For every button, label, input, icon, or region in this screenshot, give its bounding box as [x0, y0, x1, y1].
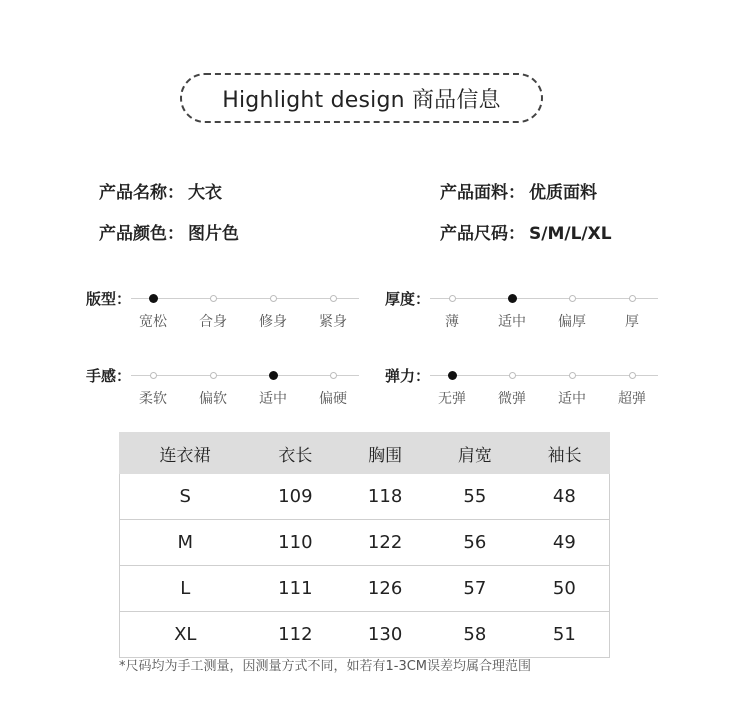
attribute-scale [385, 288, 665, 333]
scale-dot [629, 372, 636, 379]
product-size-label: 产品尺码： [440, 224, 525, 244]
table-row [120, 566, 610, 612]
header-cell: 肩宽 [430, 433, 520, 474]
scale-track [430, 375, 658, 376]
product-name-row [99, 178, 222, 203]
shoulder-cell: 58 [430, 612, 520, 658]
product-fabric-label: 产品面料： [440, 183, 525, 203]
scale-dot-selected [269, 371, 278, 380]
table-row [120, 474, 610, 520]
product-fabric-value: 优质面料 [529, 183, 597, 203]
size-table-header [120, 433, 610, 474]
bust-cell: 122 [340, 520, 430, 566]
product-fabric-row [440, 178, 597, 203]
table-row [120, 520, 610, 566]
scale-option-label: 紧身 [319, 314, 347, 330]
shoulder-cell: 57 [430, 566, 520, 612]
scale-option-label: 薄 [445, 314, 459, 330]
scale-dot [449, 295, 456, 302]
bust-cell: 118 [340, 474, 430, 520]
measurement-note: *尺码均为手工测量，因测量方式不同，如若有1-3CM误差均属合理范围 [119, 659, 532, 674]
scale-option-label: 适中 [558, 391, 586, 407]
scale-dot [569, 372, 576, 379]
size-cell: S [120, 474, 251, 520]
scale-option-label: 合身 [199, 314, 227, 330]
length-cell: 109 [250, 474, 340, 520]
attribute-scale [86, 288, 366, 333]
scale-option-label: 偏厚 [558, 314, 586, 330]
product-size-value: S/M/L/XL [529, 224, 612, 244]
header-cell: 衣长 [250, 433, 340, 474]
scale-option-label: 适中 [498, 314, 526, 330]
scale-dot [629, 295, 636, 302]
product-name-label: 产品名称： [99, 183, 184, 203]
length-cell: 112 [250, 612, 340, 658]
size-cell: L [120, 566, 251, 612]
scale-option-label: 无弹 [438, 391, 466, 407]
scale-option-label: 偏软 [199, 391, 227, 407]
product-color-label: 产品颜色： [99, 224, 184, 244]
attribute-scale [86, 365, 366, 410]
scale-option-label: 柔软 [139, 391, 167, 407]
scale-dot [569, 295, 576, 302]
scale-dot-selected [448, 371, 457, 380]
scale-dot [330, 372, 337, 379]
product-color-value: 图片色 [188, 224, 239, 244]
product-size-row [440, 219, 612, 244]
sleeve-cell: 50 [520, 566, 610, 612]
scale-track [430, 298, 658, 299]
product-name-value: 大衣 [188, 183, 222, 203]
header-cell: 连衣裙 [120, 433, 251, 474]
table-row [120, 612, 610, 658]
section-title: Highlight design 商品信息 [180, 73, 543, 123]
sleeve-cell: 49 [520, 520, 610, 566]
scale-dot-selected [149, 294, 158, 303]
scale-label: 弹力： [385, 367, 431, 385]
scale-option-label: 厚 [625, 314, 639, 330]
scale-dot [210, 372, 217, 379]
scale-track [131, 375, 359, 376]
sleeve-cell: 48 [520, 474, 610, 520]
attribute-scale [385, 365, 665, 410]
length-cell: 110 [250, 520, 340, 566]
scale-dot [270, 295, 277, 302]
scale-option-label: 修身 [259, 314, 287, 330]
scale-label: 版型： [86, 290, 132, 308]
scale-option-label: 宽松 [139, 314, 167, 330]
bust-cell: 126 [340, 566, 430, 612]
scale-track [131, 298, 359, 299]
scale-dot [509, 372, 516, 379]
scale-option-label: 超弹 [618, 391, 646, 407]
scale-label: 厚度： [385, 290, 431, 308]
scale-option-label: 适中 [259, 391, 287, 407]
header-cell: 袖长 [520, 433, 610, 474]
scale-dot-selected [508, 294, 517, 303]
shoulder-cell: 56 [430, 520, 520, 566]
scale-option-label: 微弹 [498, 391, 526, 407]
shoulder-cell: 55 [430, 474, 520, 520]
scale-label: 手感： [86, 367, 132, 385]
product-color-row [99, 219, 239, 244]
length-cell: 111 [250, 566, 340, 612]
scale-dot [210, 295, 217, 302]
size-cell: XL [120, 612, 251, 658]
scale-dot [150, 372, 157, 379]
header-cell: 胸围 [340, 433, 430, 474]
size-cell: M [120, 520, 251, 566]
scale-option-label: 偏硬 [319, 391, 347, 407]
scale-dot [330, 295, 337, 302]
size-table [119, 432, 610, 658]
sleeve-cell: 51 [520, 612, 610, 658]
bust-cell: 130 [340, 612, 430, 658]
